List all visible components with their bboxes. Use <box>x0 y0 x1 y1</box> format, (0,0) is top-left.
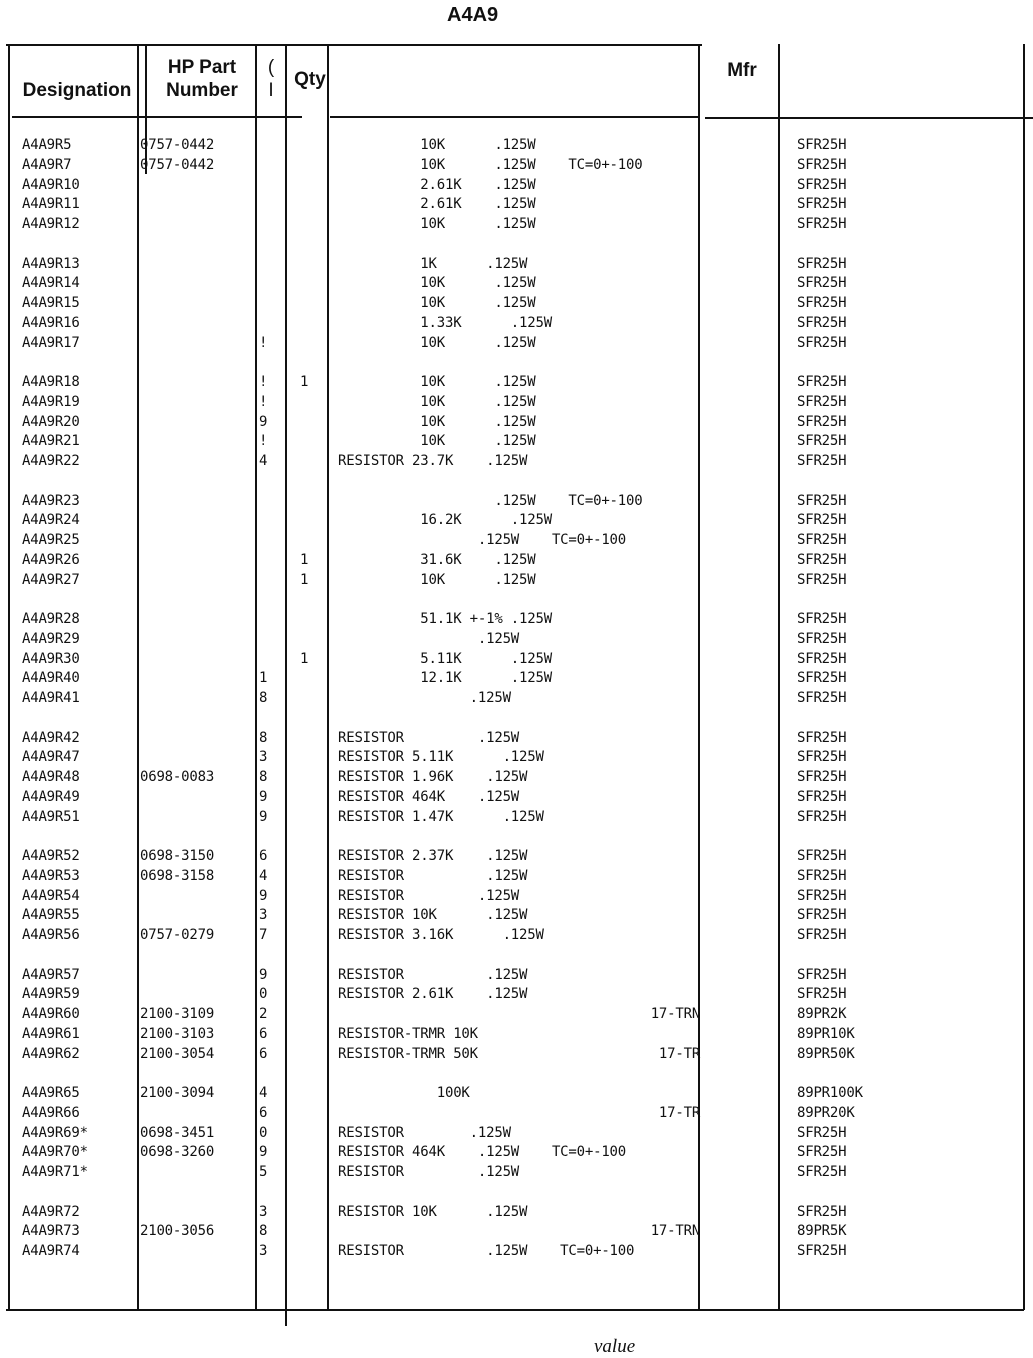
mfr-part-number-cell: SFR25H <box>797 1203 847 1220</box>
description-cell: RESISTOR 464K .125W <box>338 788 520 805</box>
designation-cell: A4A9R70* <box>22 1144 88 1161</box>
description-cell: 10K .125W <box>338 295 536 311</box>
mfr-part-number-cell: SFR25H <box>797 611 847 627</box>
table-row <box>0 572 1033 591</box>
designation-cell: A4A9R12 <box>22 216 80 232</box>
header-bottom-rule-right <box>330 116 700 118</box>
mfr-part-number-cell: SFR25H <box>797 848 847 864</box>
table-row <box>0 986 1033 1005</box>
designation-cell: A4A9R13 <box>22 255 80 272</box>
designation-cell: A4A9R40 <box>22 670 80 687</box>
description-cell: RESISTOR 2.61K .125W <box>338 986 528 1003</box>
description-cell: RESISTOR .125W <box>338 887 520 904</box>
designation-cell: A4A9R11 <box>22 196 80 213</box>
table-row <box>0 611 1033 630</box>
description-cell: RESISTOR .125W TC=0+-100 <box>338 1243 635 1259</box>
designation-cell: A4A9R71* <box>22 1164 88 1180</box>
mfr-part-number-cell: SFR25H <box>797 512 847 529</box>
designation-cell: A4A9R52 <box>22 848 80 864</box>
table-row <box>0 868 1033 887</box>
designation-cell: A4A9R53 <box>22 867 80 884</box>
mfr-part-number-cell: SFR25H <box>797 413 847 430</box>
description-cell: RESISTOR 464K .125W TC=0+-100 <box>338 1144 627 1161</box>
description-cell: 1K .125W <box>338 255 528 272</box>
check-digit-cell: 9 <box>259 966 268 983</box>
table-row <box>0 1085 1033 1104</box>
table-row <box>0 374 1033 393</box>
check-digit-cell: 4 <box>259 453 268 469</box>
table-row <box>0 493 1033 512</box>
description-cell: 1.33K .125W <box>338 314 552 331</box>
mfr-part-number-cell: SFR25H <box>797 630 847 647</box>
designation-cell: A4A9R60 <box>22 1006 80 1022</box>
designation-cell: A4A9R20 <box>22 413 80 430</box>
mfr-part-number-cell: SFR25H <box>797 393 847 410</box>
hp-part-number-cell: 0698-0083 <box>140 769 215 785</box>
designation-cell: A4A9R26 <box>22 551 80 568</box>
mfr-part-number-cell: 89PR50K <box>797 1045 855 1062</box>
check-digit-cell: 8 <box>259 769 268 785</box>
table-row <box>0 670 1033 689</box>
table-bottom-border <box>6 1309 1024 1311</box>
mfr-part-number-cell: SFR25H <box>797 295 847 311</box>
table-row <box>0 394 1033 413</box>
table-row <box>0 453 1033 472</box>
mfr-part-number-cell: SFR25H <box>797 749 847 766</box>
check-digit-cell: 6 <box>259 848 268 864</box>
designation-cell: A4A9R49 <box>22 788 80 805</box>
description-cell: 10K .125W TC=0+-100 <box>338 156 643 173</box>
table-row <box>0 651 1033 670</box>
mfr-part-number-cell: 89PR2K <box>797 1006 847 1022</box>
table-row <box>0 730 1033 749</box>
designation-cell: A4A9R55 <box>22 907 80 924</box>
mfr-part-number-cell: SFR25H <box>797 571 847 588</box>
hp-part-number-cell: 0757-0442 <box>140 156 215 173</box>
check-digit-cell: 0 <box>259 986 268 1003</box>
check-digit-cell: ! <box>259 334 268 351</box>
check-digit-cell: 9 <box>259 788 268 805</box>
description-cell: 10K .125W <box>338 137 536 153</box>
mfr-part-number-cell: 89PR5K <box>797 1223 847 1240</box>
mfr-part-number-cell: SFR25H <box>797 690 847 706</box>
check-digit-cell: 2 <box>259 1006 268 1022</box>
table-row <box>0 433 1033 452</box>
check-digit-cell: 7 <box>259 927 268 943</box>
designation-cell: A4A9R30 <box>22 650 80 667</box>
quantity-cell: 1 <box>300 571 309 588</box>
description-cell: 17-TR <box>338 1104 701 1121</box>
mfr-part-number-cell: SFR25H <box>797 255 847 272</box>
check-digit-cell: 5 <box>259 1164 268 1180</box>
description-cell: 100K <box>338 1085 470 1101</box>
mfr-part-number-cell: 89PR20K <box>797 1104 855 1121</box>
header-qty: Qty <box>294 69 326 90</box>
description-cell: RESISTOR 10K .125W <box>338 1203 528 1220</box>
description-cell: RESISTOR-TRMR 10K <box>338 1025 478 1042</box>
check-digit-cell: 8 <box>259 690 268 706</box>
description-cell: RESISTOR 10K .125W <box>338 907 528 924</box>
description-cell: 10K .125W <box>338 433 536 450</box>
table-row <box>0 157 1033 176</box>
mfr-part-number-cell: SFR25H <box>797 729 847 746</box>
check-digit-cell: 6 <box>259 1045 268 1062</box>
mfr-part-number-cell: SFR25H <box>797 334 847 351</box>
check-digit-cell: 0 <box>259 1124 268 1141</box>
table-row <box>0 1026 1033 1045</box>
table-row <box>0 809 1033 828</box>
description-cell: RESISTOR 23.7K .125W <box>338 453 528 469</box>
mfr-part-number-cell: SFR25H <box>797 275 847 292</box>
table-row <box>0 1243 1033 1262</box>
mfr-part-number-cell: SFR25H <box>797 551 847 568</box>
designation-cell: A4A9R74 <box>22 1243 80 1259</box>
table-row <box>0 216 1033 235</box>
designation-cell: A4A9R51 <box>22 808 80 825</box>
table-row <box>0 848 1033 867</box>
description-cell: .125W <box>338 630 520 647</box>
header-hp-part-line2: Number <box>166 80 238 101</box>
hp-part-number-cell: 2100-3054 <box>140 1045 215 1062</box>
check-digit-cell: 3 <box>259 1203 268 1220</box>
description-cell: RESISTOR .125W <box>338 867 528 884</box>
hp-part-number-cell: 2100-3056 <box>140 1223 215 1240</box>
designation-cell: A4A9R57 <box>22 966 80 983</box>
designation-cell: A4A9R27 <box>22 571 80 588</box>
designation-cell: A4A9R24 <box>22 512 80 529</box>
header-cd-line2: I <box>268 80 274 101</box>
description-cell: 5.11K .125W <box>338 650 552 667</box>
header-hp-part-line1: HP Part <box>167 57 237 78</box>
description-cell: RESISTOR 2.37K .125W <box>338 848 528 864</box>
check-digit-cell: 3 <box>259 907 268 924</box>
hp-part-number-cell: 2100-3109 <box>140 1006 215 1022</box>
check-digit-cell: 1 <box>259 670 268 687</box>
designation-cell: A4A9R65 <box>22 1085 80 1101</box>
table-row <box>0 196 1033 215</box>
table-row <box>0 177 1033 196</box>
designation-cell: A4A9R19 <box>22 393 80 410</box>
mfr-part-number-cell: SFR25H <box>797 1144 847 1161</box>
designation-cell: A4A9R5 <box>22 137 72 153</box>
mfr-part-number-cell: SFR25H <box>797 769 847 785</box>
mfr-part-number-cell: SFR25H <box>797 927 847 943</box>
designation-cell: A4A9R56 <box>22 927 80 943</box>
mfr-part-number-cell: SFR25H <box>797 196 847 213</box>
mfr-part-number-cell: SFR25H <box>797 650 847 667</box>
check-digit-cell: 4 <box>259 867 268 884</box>
check-digit-cell: ! <box>259 433 268 450</box>
table-row <box>0 414 1033 433</box>
designation-cell: A4A9R25 <box>22 532 80 548</box>
designation-cell: A4A9R62 <box>22 1045 80 1062</box>
designation-cell: A4A9R16 <box>22 314 80 331</box>
mfr-part-number-cell: SFR25H <box>797 156 847 173</box>
designation-cell: A4A9R18 <box>22 374 80 390</box>
table-row <box>0 631 1033 650</box>
check-digit-cell: 8 <box>259 1223 268 1240</box>
description-cell: .125W <box>338 690 511 706</box>
table-row <box>0 532 1033 551</box>
table-row <box>0 335 1033 354</box>
hp-part-number-cell: 2100-3094 <box>140 1085 215 1101</box>
mfr-part-number-cell: SFR25H <box>797 492 847 509</box>
description-cell: RESISTOR 3.16K .125W <box>338 927 544 943</box>
table-row <box>0 512 1033 531</box>
designation-cell: A4A9R22 <box>22 453 80 469</box>
mfr-part-number-cell: SFR25H <box>797 1124 847 1141</box>
table-row <box>0 1223 1033 1242</box>
designation-cell: A4A9R29 <box>22 630 80 647</box>
designation-cell: A4A9R66 <box>22 1104 80 1121</box>
designation-cell: A4A9R21 <box>22 433 80 450</box>
table-row <box>0 769 1033 788</box>
check-digit-cell: ! <box>259 393 268 410</box>
designation-cell: A4A9R28 <box>22 611 80 627</box>
description-cell: .125W TC=0+-100 <box>338 492 643 509</box>
mfr-part-number-cell: SFR25H <box>797 453 847 469</box>
description-cell: 10K .125W <box>338 393 536 410</box>
mfr-part-number-cell: SFR25H <box>797 1164 847 1180</box>
designation-cell: A4A9R47 <box>22 749 80 766</box>
mfr-part-number-cell: SFR25H <box>797 216 847 232</box>
description-cell: RESISTOR 5.11K .125W <box>338 749 544 766</box>
quantity-cell: 1 <box>300 374 309 390</box>
designation-cell: A4A9R41 <box>22 690 80 706</box>
description-cell: RESISTOR 1.96K .125W <box>338 769 528 785</box>
designation-cell: A4A9R59 <box>22 986 80 1003</box>
table-row <box>0 552 1033 571</box>
header-mfr: Mfr <box>727 60 757 81</box>
quantity-cell: 1 <box>300 650 309 667</box>
table-row <box>0 1046 1033 1065</box>
description-cell: 2.61K .125W <box>338 176 536 193</box>
description-cell: RESISTOR 1.47K .125W <box>338 808 544 825</box>
description-cell: 31.6K .125W <box>338 551 536 568</box>
designation-cell: A4A9R23 <box>22 492 80 509</box>
description-cell: RESISTOR-TRMR 50K 17-TR <box>338 1045 701 1062</box>
description-cell: 10K .125W <box>338 571 536 588</box>
designation-cell: A4A9R48 <box>22 769 80 785</box>
header-cd-line1: ( <box>267 57 275 78</box>
table-row <box>0 275 1033 294</box>
table-row <box>0 137 1033 156</box>
table-row <box>0 1105 1033 1124</box>
description-cell: 10K .125W <box>338 413 536 430</box>
designation-cell: A4A9R17 <box>22 334 80 351</box>
mfr-part-number-cell: SFR25H <box>797 532 847 548</box>
page-title: A4A9 <box>447 4 499 26</box>
table-row <box>0 1125 1033 1144</box>
hp-part-number-cell: 2100-3103 <box>140 1025 215 1042</box>
designation-cell: A4A9R73 <box>22 1223 80 1240</box>
hp-part-number-cell: 0757-0279 <box>140 927 215 943</box>
designation-cell: A4A9R61 <box>22 1025 80 1042</box>
table-row <box>0 690 1033 709</box>
description-cell: 17-TRN <box>338 1223 701 1240</box>
mfr-part-number-cell: SFR25H <box>797 887 847 904</box>
check-digit-cell: 9 <box>259 413 268 430</box>
hp-part-number-cell: 0698-3158 <box>140 867 215 884</box>
designation-cell: A4A9R14 <box>22 275 80 292</box>
description-cell: 10K .125W <box>338 334 536 351</box>
table-row <box>0 1164 1033 1183</box>
mfr-part-number-cell: SFR25H <box>797 314 847 331</box>
mfr-part-number-cell: SFR25H <box>797 137 847 153</box>
description-cell: 12.1K .125W <box>338 670 552 687</box>
mfr-part-number-cell: SFR25H <box>797 176 847 193</box>
hp-part-number-cell: 0698-3260 <box>140 1144 215 1161</box>
table-row <box>0 1204 1033 1223</box>
check-digit-cell: 4 <box>259 1085 268 1101</box>
check-digit-cell: 6 <box>259 1104 268 1121</box>
mfr-part-number-cell: SFR25H <box>797 670 847 687</box>
quantity-cell: 1 <box>300 551 309 568</box>
description-cell: RESISTOR .125W <box>338 1124 511 1141</box>
description-cell: 10K .125W <box>338 275 536 292</box>
header-bottom-rule-mfr <box>705 117 1033 119</box>
description-cell: RESISTOR .125W <box>338 729 520 746</box>
mfr-part-number-cell: 89PR10K <box>797 1025 855 1042</box>
header-designation: Designation <box>22 80 132 101</box>
mfr-part-number-cell: SFR25H <box>797 433 847 450</box>
description-cell: 16.2K .125W <box>338 512 552 529</box>
table-row <box>0 295 1033 314</box>
description-cell: .125W TC=0+-100 <box>338 532 627 548</box>
mfr-part-number-cell: SFR25H <box>797 867 847 884</box>
mfr-part-number-cell: SFR25H <box>797 808 847 825</box>
check-digit-cell: 6 <box>259 1025 268 1042</box>
table-row <box>0 967 1033 986</box>
designation-cell: A4A9R54 <box>22 887 80 904</box>
table-row <box>0 315 1033 334</box>
check-digit-cell: 8 <box>259 729 268 746</box>
table-row <box>0 907 1033 926</box>
check-digit-cell: 3 <box>259 1243 268 1259</box>
description-cell: RESISTOR .125W <box>338 966 528 983</box>
description-cell: 10K .125W <box>338 216 536 232</box>
mfr-part-number-cell: SFR25H <box>797 374 847 390</box>
mfr-part-number-cell: SFR25H <box>797 986 847 1003</box>
designation-cell: A4A9R69* <box>22 1124 88 1141</box>
mfr-part-number-cell: 89PR100K <box>797 1085 863 1101</box>
check-digit-cell: 9 <box>259 1144 268 1161</box>
designation-cell: A4A9R7 <box>22 156 72 173</box>
description-cell: 17-TRN <box>338 1006 701 1022</box>
designation-cell: A4A9R15 <box>22 295 80 311</box>
table-row <box>0 1144 1033 1163</box>
mfr-part-number-cell: SFR25H <box>797 1243 847 1259</box>
description-cell: RESISTOR .125W <box>338 1164 520 1180</box>
table-row <box>0 1006 1033 1025</box>
designation-cell: A4A9R42 <box>22 729 80 746</box>
designation-cell: A4A9R10 <box>22 176 80 193</box>
mfr-part-number-cell: SFR25H <box>797 907 847 924</box>
table-row <box>0 749 1033 768</box>
table-row <box>0 888 1033 907</box>
table-top-border <box>6 44 702 46</box>
check-digit-cell: ! <box>259 374 268 390</box>
description-cell: 51.1K +-1% .125W <box>338 611 552 627</box>
header-bottom-rule <box>12 116 302 118</box>
mfr-part-number-cell: SFR25H <box>797 788 847 805</box>
mfr-part-number-cell: SFR25H <box>797 966 847 983</box>
table-row <box>0 256 1033 275</box>
description-cell: 10K .125W <box>338 374 536 390</box>
table-row <box>0 789 1033 808</box>
hp-part-number-cell: 0698-3451 <box>140 1124 215 1141</box>
footer-word: value <box>594 1336 636 1357</box>
designation-cell: A4A9R72 <box>22 1203 80 1220</box>
hp-part-number-cell: 0698-3150 <box>140 848 215 864</box>
check-digit-cell: 9 <box>259 808 268 825</box>
check-digit-cell: 3 <box>259 749 268 766</box>
check-digit-cell: 9 <box>259 887 268 904</box>
description-cell: 2.61K .125W <box>338 196 536 213</box>
table-row <box>0 927 1033 946</box>
hp-part-number-cell: 0757-0442 <box>140 137 215 153</box>
